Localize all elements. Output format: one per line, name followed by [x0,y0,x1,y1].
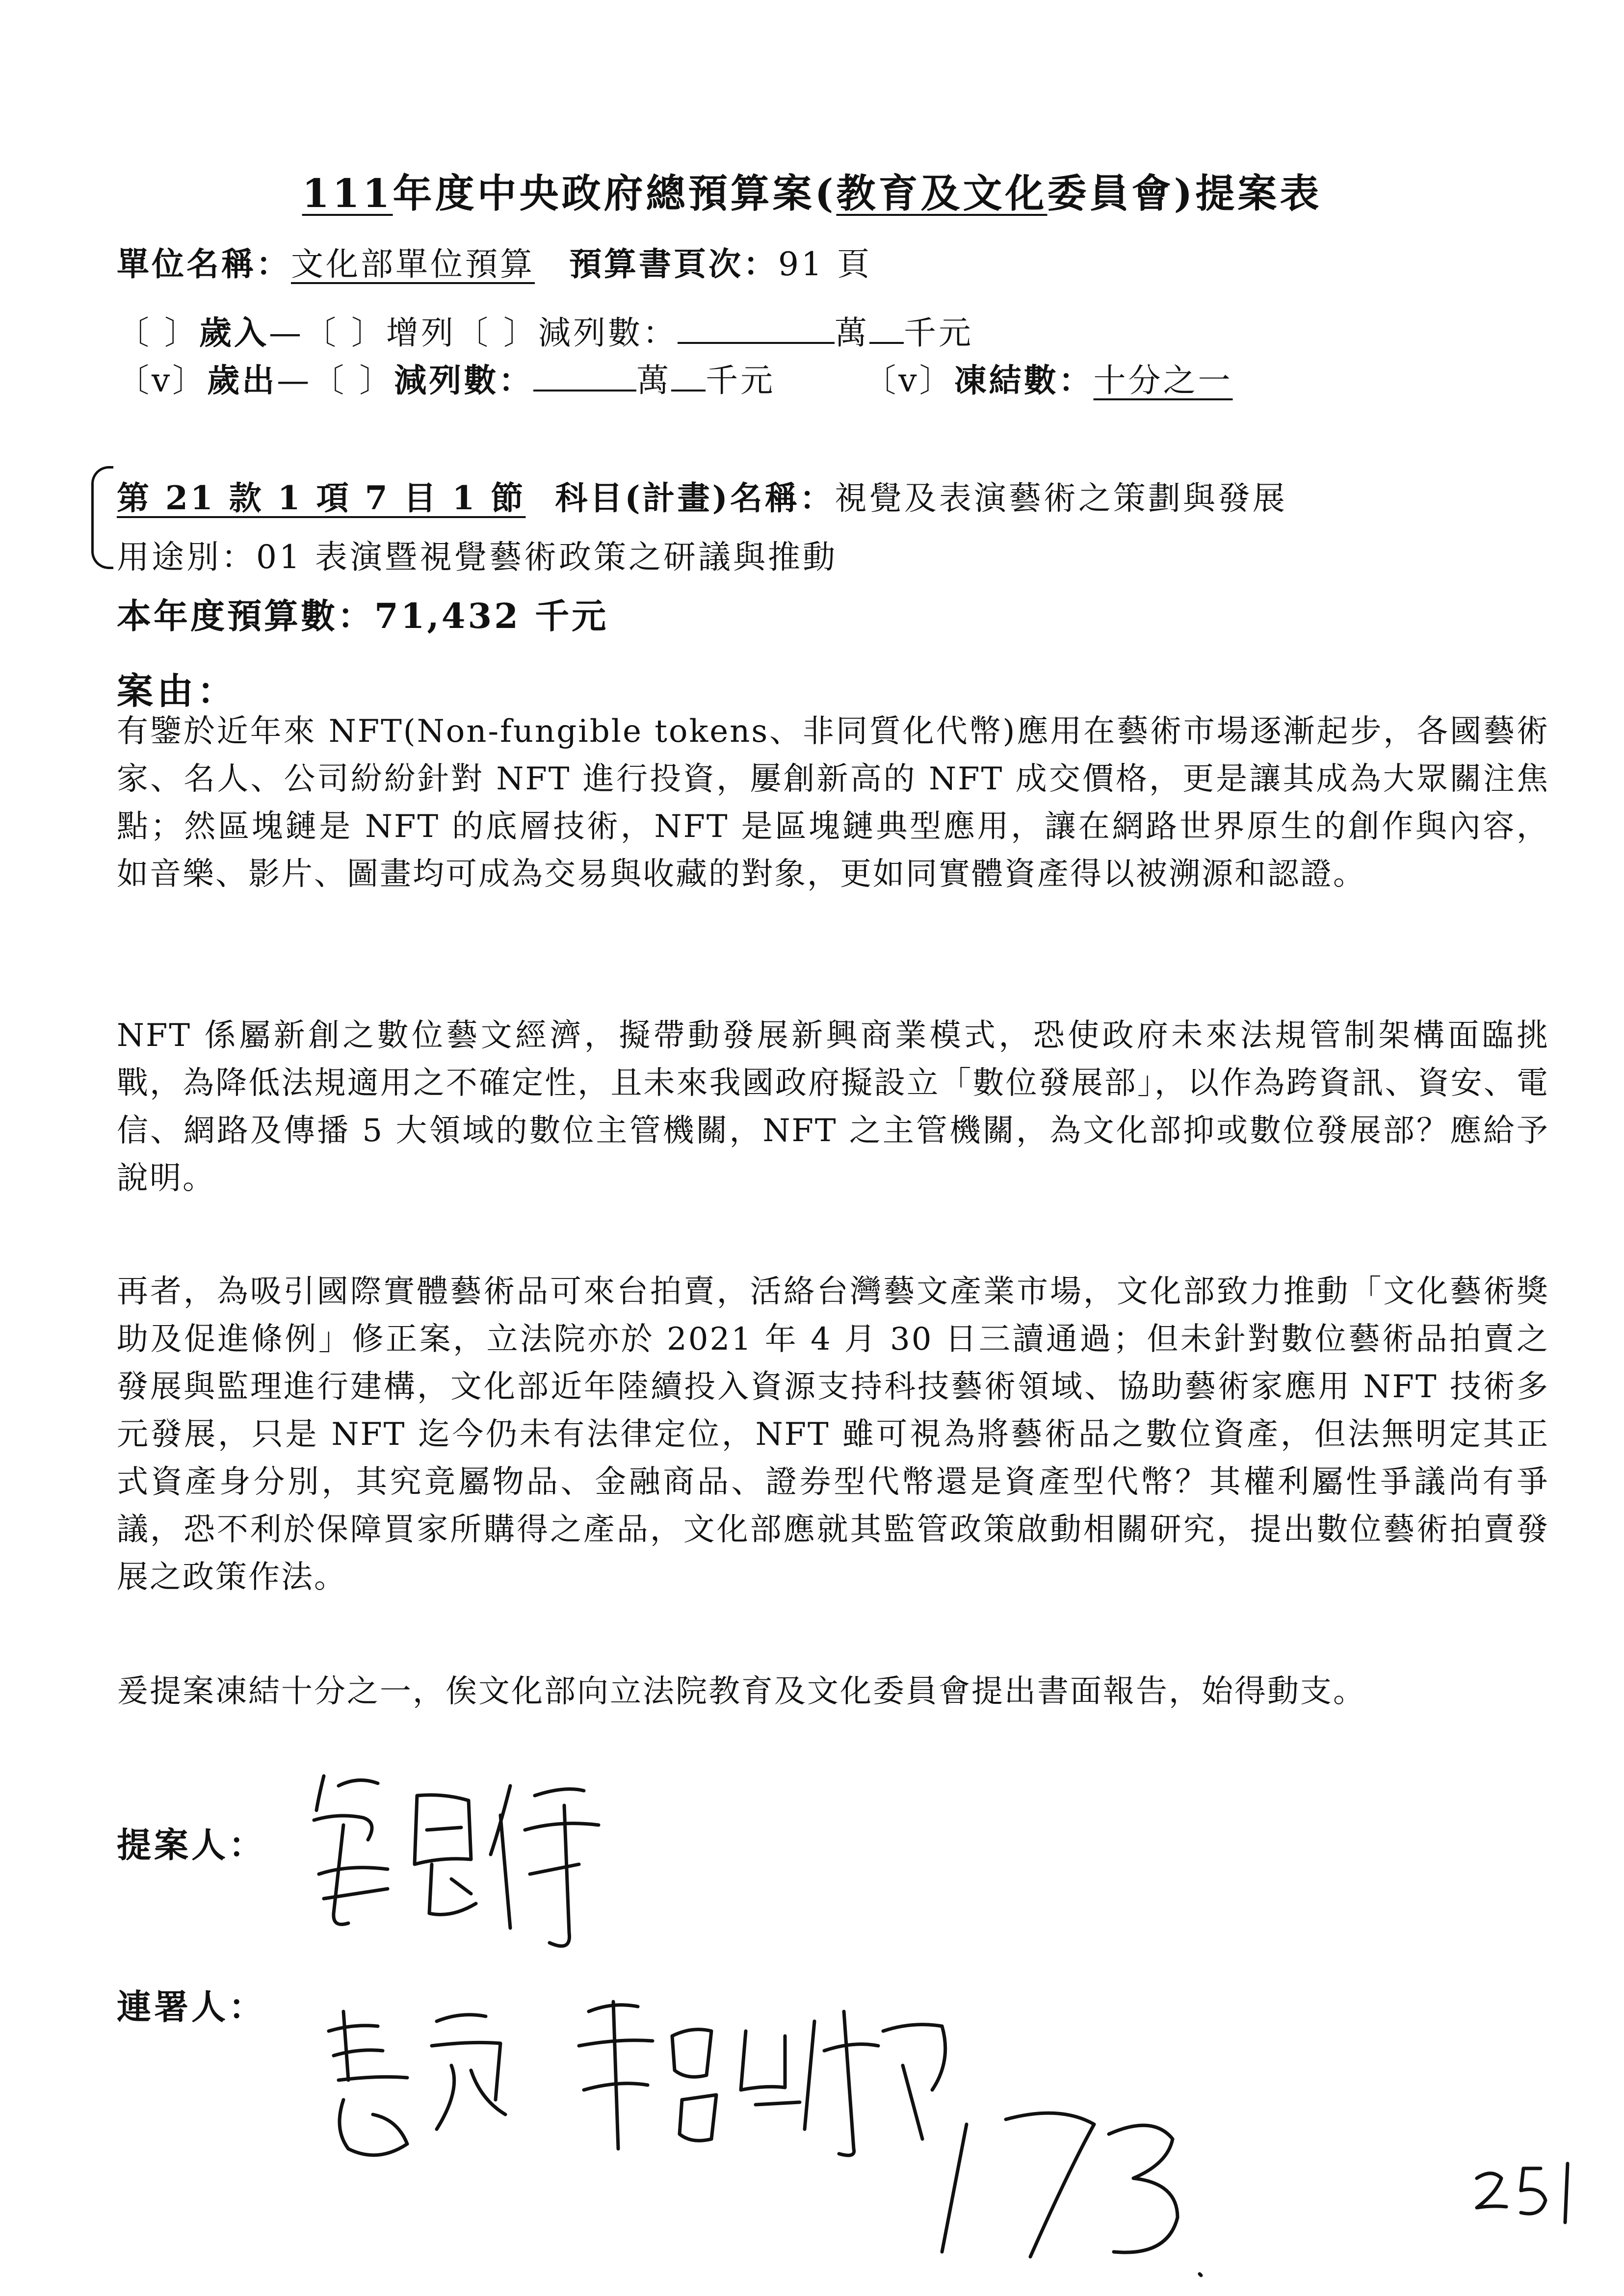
item-line [117,472,1287,519]
expense-label: 歲出 [207,361,277,399]
budget-value: 71,432 千元 [374,596,609,636]
unit-value: 文化部單位預算 [291,245,535,283]
title-text-a: 年度中央政府總預算案( [393,170,837,216]
section-code: 第 21 款 1 項 7 目 1 節 [117,479,526,517]
proposer-signature [304,1766,648,1972]
subject-label: 科目(計畫)名稱： [555,479,835,517]
cosigner-signature-1 [324,2002,579,2178]
expense-line [117,354,1233,401]
proposer-label: 提案人： [117,1825,266,1865]
usage-line: 用途別：01 表演暨視覺藝術政策之研議與推動 [117,538,838,576]
reason-paragraph-3: 再者，為吸引國際實體藝術品可來台拍賣，活絡台灣藝文產業市場，文化部致力推動「文化藝術獎助及促進條例」修正案，立法院亦於 2021 年 4 月 30 日三讀通過；但未針對數位藝術品拍賣之發展與監理進行建構，文化部近年陸續投入資源支持科技藝術領域、協助藝術家應用 NFT 技術多元發展，只是 NFT 迄今仍未有法律定位，NFT 雖可視為將藝術品之數位資產，但法無明定其正式資產身分別，其究竟屬物品、金融商品、證券型代幣還是資產型代幣？其權利屬性爭議尚有爭議，恐不利於保障買家所購得之產品，文化部應就其監管政策啟動相關研究，提出數位藝術拍賣發展之政策作法。 [117,1274,1549,1595]
revenue-label: 歲入 [199,313,269,352]
expense-qian-unit: 千元 [706,362,776,399]
reason-paragraph-2: NFT 係屬新創之數位藝文經濟，擬帶動發展新興商業模式，恐使政府未來法規管制架構面臨挑戰，為降低法規適用之不確定性，且未來我國政府擬設立「數位發展部」，以作為跨資訊、資安、電信、網路及傳播 5 大領域的數位主管機關，NFT 之主管機關，為文化部抑或數位發展部？應給予說明。 [117,1018,1549,1197]
decrease-checkbox: 〔 〕 [455,314,538,352]
reason-paragraph-4: 爰提案凍結十分之一，俟文化部向立法院教育及文化委員會提出書面報告，始得動支。 [117,1673,1366,1710]
expense-wan-blank [533,357,636,391]
title-text-b: 委員會)提案表 [1047,170,1322,216]
expense-dash: — [277,362,312,399]
budget-line [117,589,608,638]
revenue-dash: — [268,314,304,352]
expense-decrease-checkbox: 〔 〕 [312,362,394,399]
increase-checkbox: 〔 〕 [303,314,386,352]
subject-value: 視覺及表演藝術之策劃與發展 [834,479,1287,517]
budget-label: 本年度預算數： [117,596,374,636]
document-title [0,162,1624,218]
handwritten-page-number [932,2095,1207,2281]
freeze-checkbox: 〔v〕 [864,362,954,399]
cosigner-signature-2 [569,1992,991,2159]
item-bracket [91,466,113,569]
unit-label: 單位名稱： [117,245,291,283]
expense-wan-unit: 萬 [636,362,672,399]
expense-checkbox: 〔v〕 [117,362,208,399]
wan-unit: 萬 [834,314,869,352]
unit-line [117,238,872,285]
qian-unit: 千元 [903,314,973,352]
decrease-label: 減列數： [538,314,678,352]
increase-label: 增列 [386,314,456,352]
freeze-value: 十分之一 [1093,362,1233,399]
corner-mark [1467,2149,1595,2237]
expense-qian-blank [671,357,706,391]
reason-paragraph-1: 有鑒於近年來 NFT(Non-fungible tokens、非同質化代幣)應用在藝術市場逐漸起步，各國藝術家、名人、公司紛紛針對 NFT 進行投資，屢創新高的 NFT 成交價格，更是讓其成為大眾關注焦點；然區塊鏈是 NFT 的底層技術，NFT 是區塊鏈典型應用，讓在網路世界原生的創作與內容，如音樂、影片、圖畫均可成為交易與收藏的對象，更如同實體資產得以被溯源和認證。 [117,713,1549,892]
wan-blank [678,310,835,344]
cosigner-label: 連署人： [117,1986,266,2027]
title-committee: 教育及文化 [836,170,1048,216]
qian-blank [869,310,904,344]
page-label: 預算書頁次： [569,245,778,283]
title-year: 111 [302,170,393,216]
expense-decrease-label: 減列數： [394,361,534,399]
reason-heading: 案由： [117,670,237,712]
revenue-checkbox: 〔 〕 [117,314,199,352]
page-value: 91 頁 [778,245,872,283]
revenue-line [117,307,973,353]
freeze-label: 凍結數： [954,361,1094,399]
